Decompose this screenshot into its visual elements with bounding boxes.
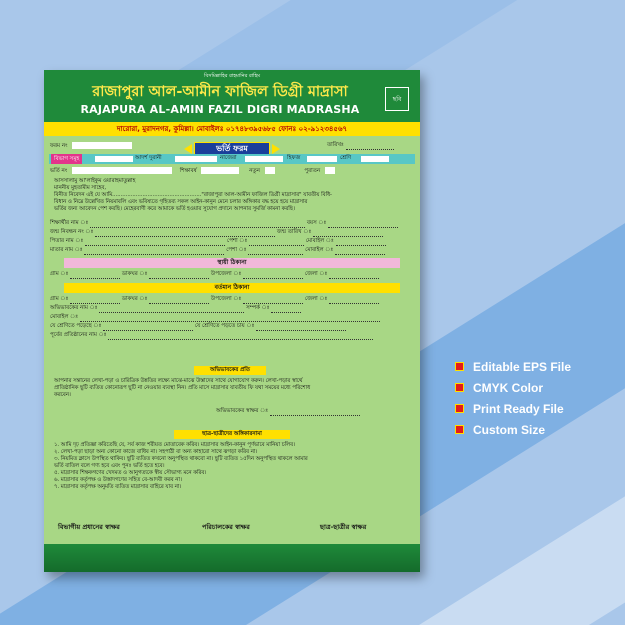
bullet-icon: [455, 425, 464, 434]
prev-inst-field[interactable]: [108, 339, 373, 340]
guardian-name-label: অভিভাবকের নাম ঃ: [50, 305, 98, 311]
mother-label: মাতার নাম ঃ: [50, 247, 83, 253]
mobile-row: [50, 314, 414, 322]
district-field[interactable]: [329, 303, 379, 304]
upazila-field[interactable]: [243, 278, 303, 279]
age-label: বয়স ঃ: [306, 220, 327, 226]
bullet-icon: [455, 404, 464, 413]
mobile-label: মোবাইল ঃ: [305, 238, 334, 244]
mobile-field[interactable]: [335, 254, 385, 255]
intro-line: ভর্তির জন্য আবেদন পেশ করছি। মেহেরবাণী করে আমাকে ভর্তি হওয়ার সুযোগ প্রদানে আপনার সুমর্জি কামনা করছি।: [54, 206, 295, 212]
mobile-field[interactable]: [80, 321, 380, 322]
dept-option: শ্রেণি: [340, 155, 352, 161]
district-field[interactable]: [329, 278, 379, 279]
village-field[interactable]: [70, 278, 120, 279]
bullet-icon: [455, 383, 464, 392]
sig-dept-head: বিভাগীয় প্রধানের স্বাক্ষর: [58, 523, 120, 531]
permanent-address-row: [50, 271, 414, 279]
new-label: নতুন: [249, 168, 260, 174]
age-field[interactable]: [328, 227, 398, 228]
village-field[interactable]: [70, 303, 120, 304]
permanent-address-bar: স্থায়ী ঠিকানা: [64, 258, 400, 268]
mother-field[interactable]: [84, 254, 224, 255]
student-pledge-line: ৫. মাদ্রাসার শিক্ষকগণের খেদমত ও আনুগত্যকে স্বীয় সৌভাগ্য মনে করিব।: [54, 470, 207, 476]
date-field[interactable]: [346, 149, 394, 150]
form-no-field[interactable]: [72, 142, 132, 149]
feature-label: Editable EPS File: [473, 360, 572, 374]
dept-option: হিফজ: [287, 155, 301, 161]
dept-field[interactable]: [95, 156, 133, 162]
birth-reg-field[interactable]: [95, 236, 275, 237]
arrow-left-icon: [184, 144, 192, 154]
bullet-icon: [455, 362, 464, 371]
student-pledge-text: [54, 442, 410, 491]
father-label: পিতার নাম ঃ: [50, 238, 84, 244]
occupation-field[interactable]: [249, 245, 304, 246]
village-label: গ্রাম ঃ: [50, 271, 69, 277]
present-address-row: [50, 296, 414, 304]
dept-option: নাজেরা: [220, 155, 237, 161]
father-field[interactable]: [85, 245, 225, 246]
sig-director: পরিচালকের স্বাক্ষর: [202, 523, 250, 531]
class-row: [50, 323, 414, 331]
new-checkbox[interactable]: [265, 167, 275, 174]
prev-inst-label: পূর্বের প্রতিষ্ঠানের নাম ঃ: [50, 332, 107, 338]
upazila-label: উপজেলা ঃ: [210, 271, 242, 277]
mother-row: [50, 247, 414, 255]
upazila-label: উপজেলা ঃ: [210, 296, 242, 302]
intro-line: বিনীত নিবেদন এই যে আমি....................................................."রাজাপুরা আল-আমীন ফাজিল ডিগ্রী মাদ্রাসার" যাবতীয় বিধি-: [54, 192, 332, 198]
post-field[interactable]: [149, 278, 209, 279]
guardian-pledge-line: আপনার সন্তানের লেখা-পড়া ও চারিত্রিক উন্নতির লক্ষ্যে মাঝে-মাঝে উস্তাদের সাথে যোগাযোগ করুন। লেখা-পড়ার স্বার্থে: [54, 378, 303, 384]
student-name-label: শিক্ষার্থীর নাম ঃ: [50, 220, 89, 226]
intro-line: মাননীয় মুহতামীম সাহেব,: [54, 185, 107, 191]
student-pledge-line: ভর্তি বাতিল বলে গণ্য হবে এবং পুনঃ ভর্তি হতে হবে।: [54, 463, 165, 469]
dept-field[interactable]: [361, 156, 389, 162]
department-bar: [49, 154, 415, 164]
feature-label: Print Ready File: [473, 402, 564, 416]
sig-student: ছাত্র-ছাত্রীর স্বাক্ষর: [320, 523, 367, 531]
arrow-right-icon: [272, 144, 280, 154]
guardian-sign-label: অভিভাবকের স্বাক্ষর ঃ: [216, 408, 269, 414]
date-row: [327, 142, 414, 150]
student-name-row: [50, 220, 414, 228]
old-checkbox[interactable]: [325, 167, 335, 174]
student-name-field[interactable]: [90, 227, 305, 228]
village-label: গ্রাম ঃ: [50, 296, 69, 302]
prev-class-label: যে শ্রেণিতে পড়েছে ঃ: [50, 323, 102, 329]
post-label: ডাকঘর ঃ: [121, 296, 148, 302]
title-english: RAJAPURA AL-AMIN FAZIL DIGRI MADRASHA: [80, 103, 360, 116]
dept-field[interactable]: [245, 156, 283, 162]
intro-line: আসসালামু আ'লাইকুম ওয়ারাহমাতুল্লাহ: [54, 178, 136, 184]
present-address-bar: বর্তমান ঠিকানা: [64, 283, 400, 293]
dept-field[interactable]: [175, 156, 217, 162]
feature-label: Custom Size: [473, 423, 546, 437]
admission-row: [50, 167, 414, 176]
occupation-label: পেশা ঃ: [226, 247, 247, 253]
student-pledge-title: ছাত্র-ছাত্রীদের অঙ্গিকারনামা: [174, 430, 290, 439]
mobile-label: মোবাইল ঃ: [50, 314, 79, 320]
post-label: ডাকঘর ঃ: [121, 271, 148, 277]
old-label: পুরাতন: [304, 168, 321, 174]
mobile-field[interactable]: [336, 245, 386, 246]
district-label: জেলা ঃ: [304, 271, 328, 277]
student-pledge-line: ৬. মাদ্রাসার কর্তৃপক্ষ ও উস্তাদগণের সহিত বে-আদবী করব না।: [54, 477, 182, 483]
district-label: জেলা ঃ: [304, 296, 328, 302]
prev-inst-row: [50, 332, 414, 340]
dob-label: জন্ম তারিখ ঃ: [276, 229, 312, 235]
admission-no-field[interactable]: [72, 167, 172, 174]
admission-form: [44, 70, 420, 572]
form-title: ভর্তি ফরম: [194, 142, 270, 156]
student-pledge-line: ২. লেখা-পড়া ছাড়া অন্য কোনো কাজে বাধিব না। সহপাঠী বা অন্য কাহারো সাথে ঝগড়া করিব না।: [54, 449, 258, 455]
intro-text: [54, 178, 410, 213]
guardian-pledge-line: প্রাতিষ্ঠানিক ছুটি ব্যতিত কোনোরূপ ছুটি না নেওয়ার ব্যবস্থা নিন। প্রতি মাসে মাদ্রাসার যাবতীয় ফি যথা সময়ের মধ্যে পরিশোধ: [54, 385, 311, 391]
guardian-pledge-title: অভিভাবকের প্রতি: [194, 366, 266, 375]
dept-label: বিভাগ সমূহ: [51, 154, 82, 164]
feature-label: CMYK Color: [473, 381, 543, 395]
occupation-label: পেশা ঃ: [226, 238, 248, 244]
guardian-sign-field[interactable]: [270, 415, 360, 416]
guardian-pledge-line: করবেন।: [54, 392, 71, 398]
guardian-name-field[interactable]: [99, 312, 244, 313]
relation-field[interactable]: [271, 312, 301, 313]
header-tagline: বিসমিল্লাহির রাহমানির রাহিম: [204, 73, 260, 79]
form-no-label: ফরম নং: [50, 143, 68, 149]
prev-class-field[interactable]: [103, 330, 193, 331]
student-pledge-line: ৭. মাদ্রাসার কর্তৃপক্ষ অনুমতি ব্যতিত মাদ্রাসার বাহিরে যাব না।: [54, 484, 182, 490]
mobile-label: মোবাইল ঃ: [305, 247, 334, 253]
occupation-field[interactable]: [248, 254, 303, 255]
intro-line: বিধান ও নিম্নে উল্লেখিত নিয়মাবলি এবং ভবিষ্যতে গৃহিতব্য সকল আইন-কানুন মেনে চলার অঙ্গিকার বদ্ধ হয়ে হয়ে মাদ্রাসার: [54, 199, 308, 205]
title-bengali: রাজাপুরা আল-আমীন ফাজিল ডিগ্রী মাদ্রাসা: [92, 84, 348, 100]
date-label: তারিখঃ: [327, 142, 344, 148]
adm-class-field[interactable]: [256, 330, 346, 331]
guardian-row: [50, 305, 414, 313]
session-label: শিক্ষাবর্ষ: [179, 168, 197, 174]
upazila-field[interactable]: [243, 303, 303, 304]
guardian-sign-row: [216, 408, 414, 416]
relation-label: সম্পর্ক ঃ: [246, 305, 270, 311]
post-field[interactable]: [149, 303, 209, 304]
session-field[interactable]: [201, 167, 239, 174]
form-footer: [44, 544, 420, 572]
admission-no-label: ভর্তি নং: [50, 168, 68, 174]
address-bar: দারোরা, মুরাদনগর, কুমিল্লা। মোবাইলঃ ০১৭৪৮৩৯৫৬৮৫ ফোনঃ ০২-৯১২৩৪৫৬৭: [44, 122, 420, 136]
birth-row: [50, 229, 414, 237]
dob-field[interactable]: [313, 236, 383, 237]
photo-box: ছবি: [385, 87, 409, 111]
father-row: [50, 238, 414, 246]
student-pledge-line: ১. আমি দৃঢ় প্রতিজ্ঞা করিতেছি যে, সর্ব কাজ শরীয়ত মোতাবেক করিব। মাদ্রাসার আইন-কানুন পূর্ণভাবে মানিয়া চলিব।: [54, 442, 295, 448]
guardian-pledge-text: [54, 378, 410, 399]
birth-reg-label: জন্ম নিবন্ধন নং ঃ: [50, 229, 94, 235]
dept-option: আদর্শ দুরানী: [135, 155, 162, 161]
adm-class-label: যে শ্রেণিতে পড়তে চায় ঃ: [194, 323, 255, 329]
student-pledge-line: ৩. নিয়মিত ক্লাসে উপস্থিত থাকিব। ছুটি ব্যতিত কখনো অনুপস্থিত থাকবো না। ছুটি ব্যতিত ১৫দিন অনুপস্থিত থাকলে আমার: [54, 456, 308, 462]
dept-field[interactable]: [307, 156, 337, 162]
